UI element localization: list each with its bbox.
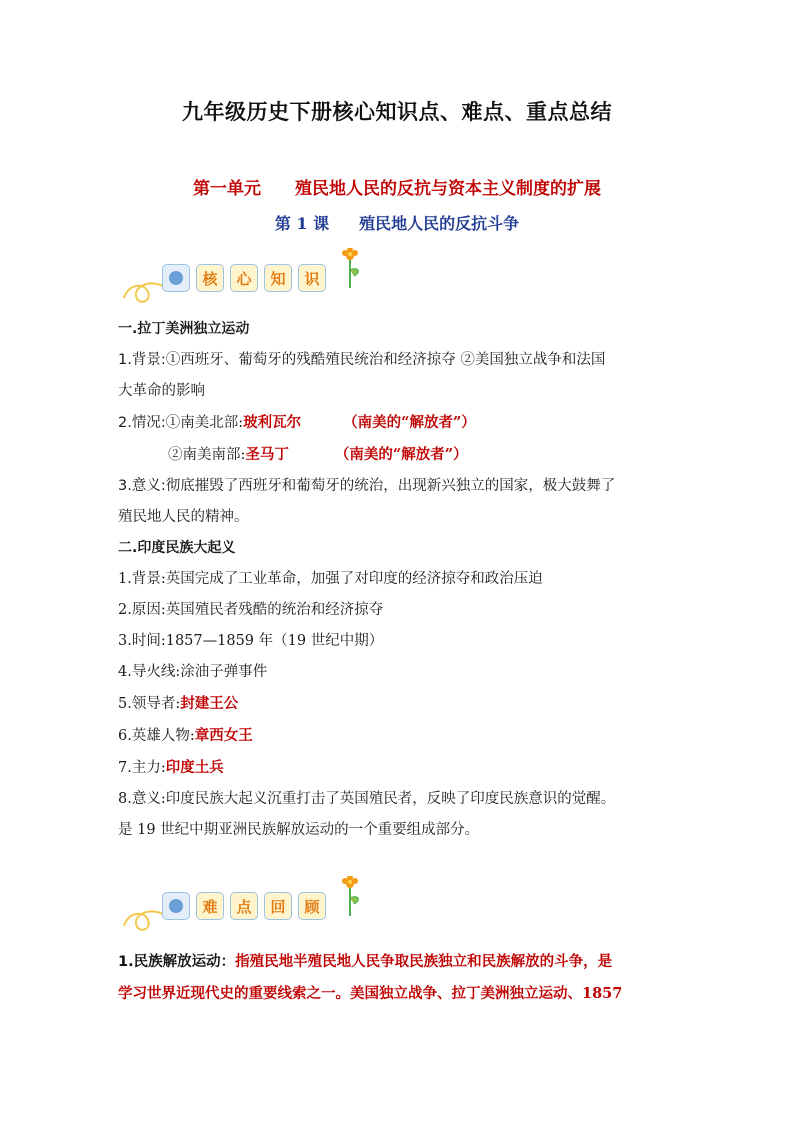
paragraph-line: 8.意义:印度民族大起义沉重打击了英国殖民者，反映了印度民族意识的觉醒。 [118, 791, 616, 807]
paragraph-line: 学习世界近现代史的重要线索之一。美国独立战争、拉丁美洲独立运动、1857 [118, 985, 623, 1002]
paragraph-line: 4.导火线:涂油子弹事件 [118, 664, 268, 680]
banner-char: 点 [230, 892, 258, 920]
bullet-dot-icon [162, 892, 190, 920]
banner-char: 难 [196, 892, 224, 920]
paragraph-line: 大革命的影响 [118, 383, 205, 399]
unit-number: 第一单元 [193, 179, 261, 199]
banner-char: 心 [230, 264, 258, 292]
paragraph-line: 5.领导者:封建王公 [118, 695, 239, 712]
paragraph-line: 6.英雄人物:章西女王 [118, 727, 253, 744]
banner-char: 知 [264, 264, 292, 292]
paragraph-line: 1.民族解放运动：指殖民地半殖民地人民争取民族独立和民族解放的斗争，是 [118, 953, 613, 970]
section-heading: 一.拉丁美洲独立运动 [118, 321, 250, 337]
banner-char: 核 [196, 264, 224, 292]
paragraph-line: ②南美南部:圣马丁 （南美的“解放者”） [168, 446, 468, 463]
paragraph-line: 1.背景:英国完成了工业革命，加强了对印度的经济掠夺和政治压迫 [118, 571, 543, 587]
paragraph-line: 是 19 世纪中期亚洲民族解放运动的一个重要组成部分。 [118, 822, 480, 838]
paragraph-line: 3.时间:1857—1859 年（19 世纪中期） [118, 633, 384, 649]
paragraph-line: 1.背景:①西班牙、葡萄牙的残酷殖民统治和经济掠夺 ②美国独立战争和法国 [118, 352, 606, 368]
paragraph-line: 2.原因:英国殖民者残酷的统治和经济掠夺 [118, 602, 384, 618]
banner-char: 顾 [298, 892, 326, 920]
banner-char: 回 [264, 892, 292, 920]
core-knowledge-content [118, 314, 678, 846]
banner-char: 识 [298, 264, 326, 292]
document-title: 九年级历史下册核心知识点、难点、重点总结 [182, 99, 612, 124]
difficulty-review-banner [118, 876, 368, 934]
lesson-heading [0, 211, 794, 234]
bullet-dot-icon [162, 264, 190, 292]
paragraph-line: 7.主力:印度土兵 [118, 759, 224, 776]
paragraph-line: 3.意义:彻底摧毁了西班牙和葡萄牙的统治，出现新兴独立的国家，极大鼓舞了 [118, 478, 616, 494]
core-knowledge-banner [118, 248, 368, 306]
section-heading: 二.印度民族大起义 [118, 540, 236, 556]
difficulty-content [118, 946, 678, 1009]
unit-title: 殖民地人民的反抗与资本主义制度的扩展 [295, 179, 601, 199]
lesson-number: 第 1 课 [274, 214, 330, 233]
lesson-title: 殖民地人民的反抗斗争 [359, 214, 520, 233]
unit-heading [0, 174, 794, 199]
paragraph-line: 殖民地人民的精神。 [118, 509, 249, 525]
paragraph-line: 2.情况:①南美北部:玻利瓦尔 （南美的“解放者”） [118, 414, 476, 431]
